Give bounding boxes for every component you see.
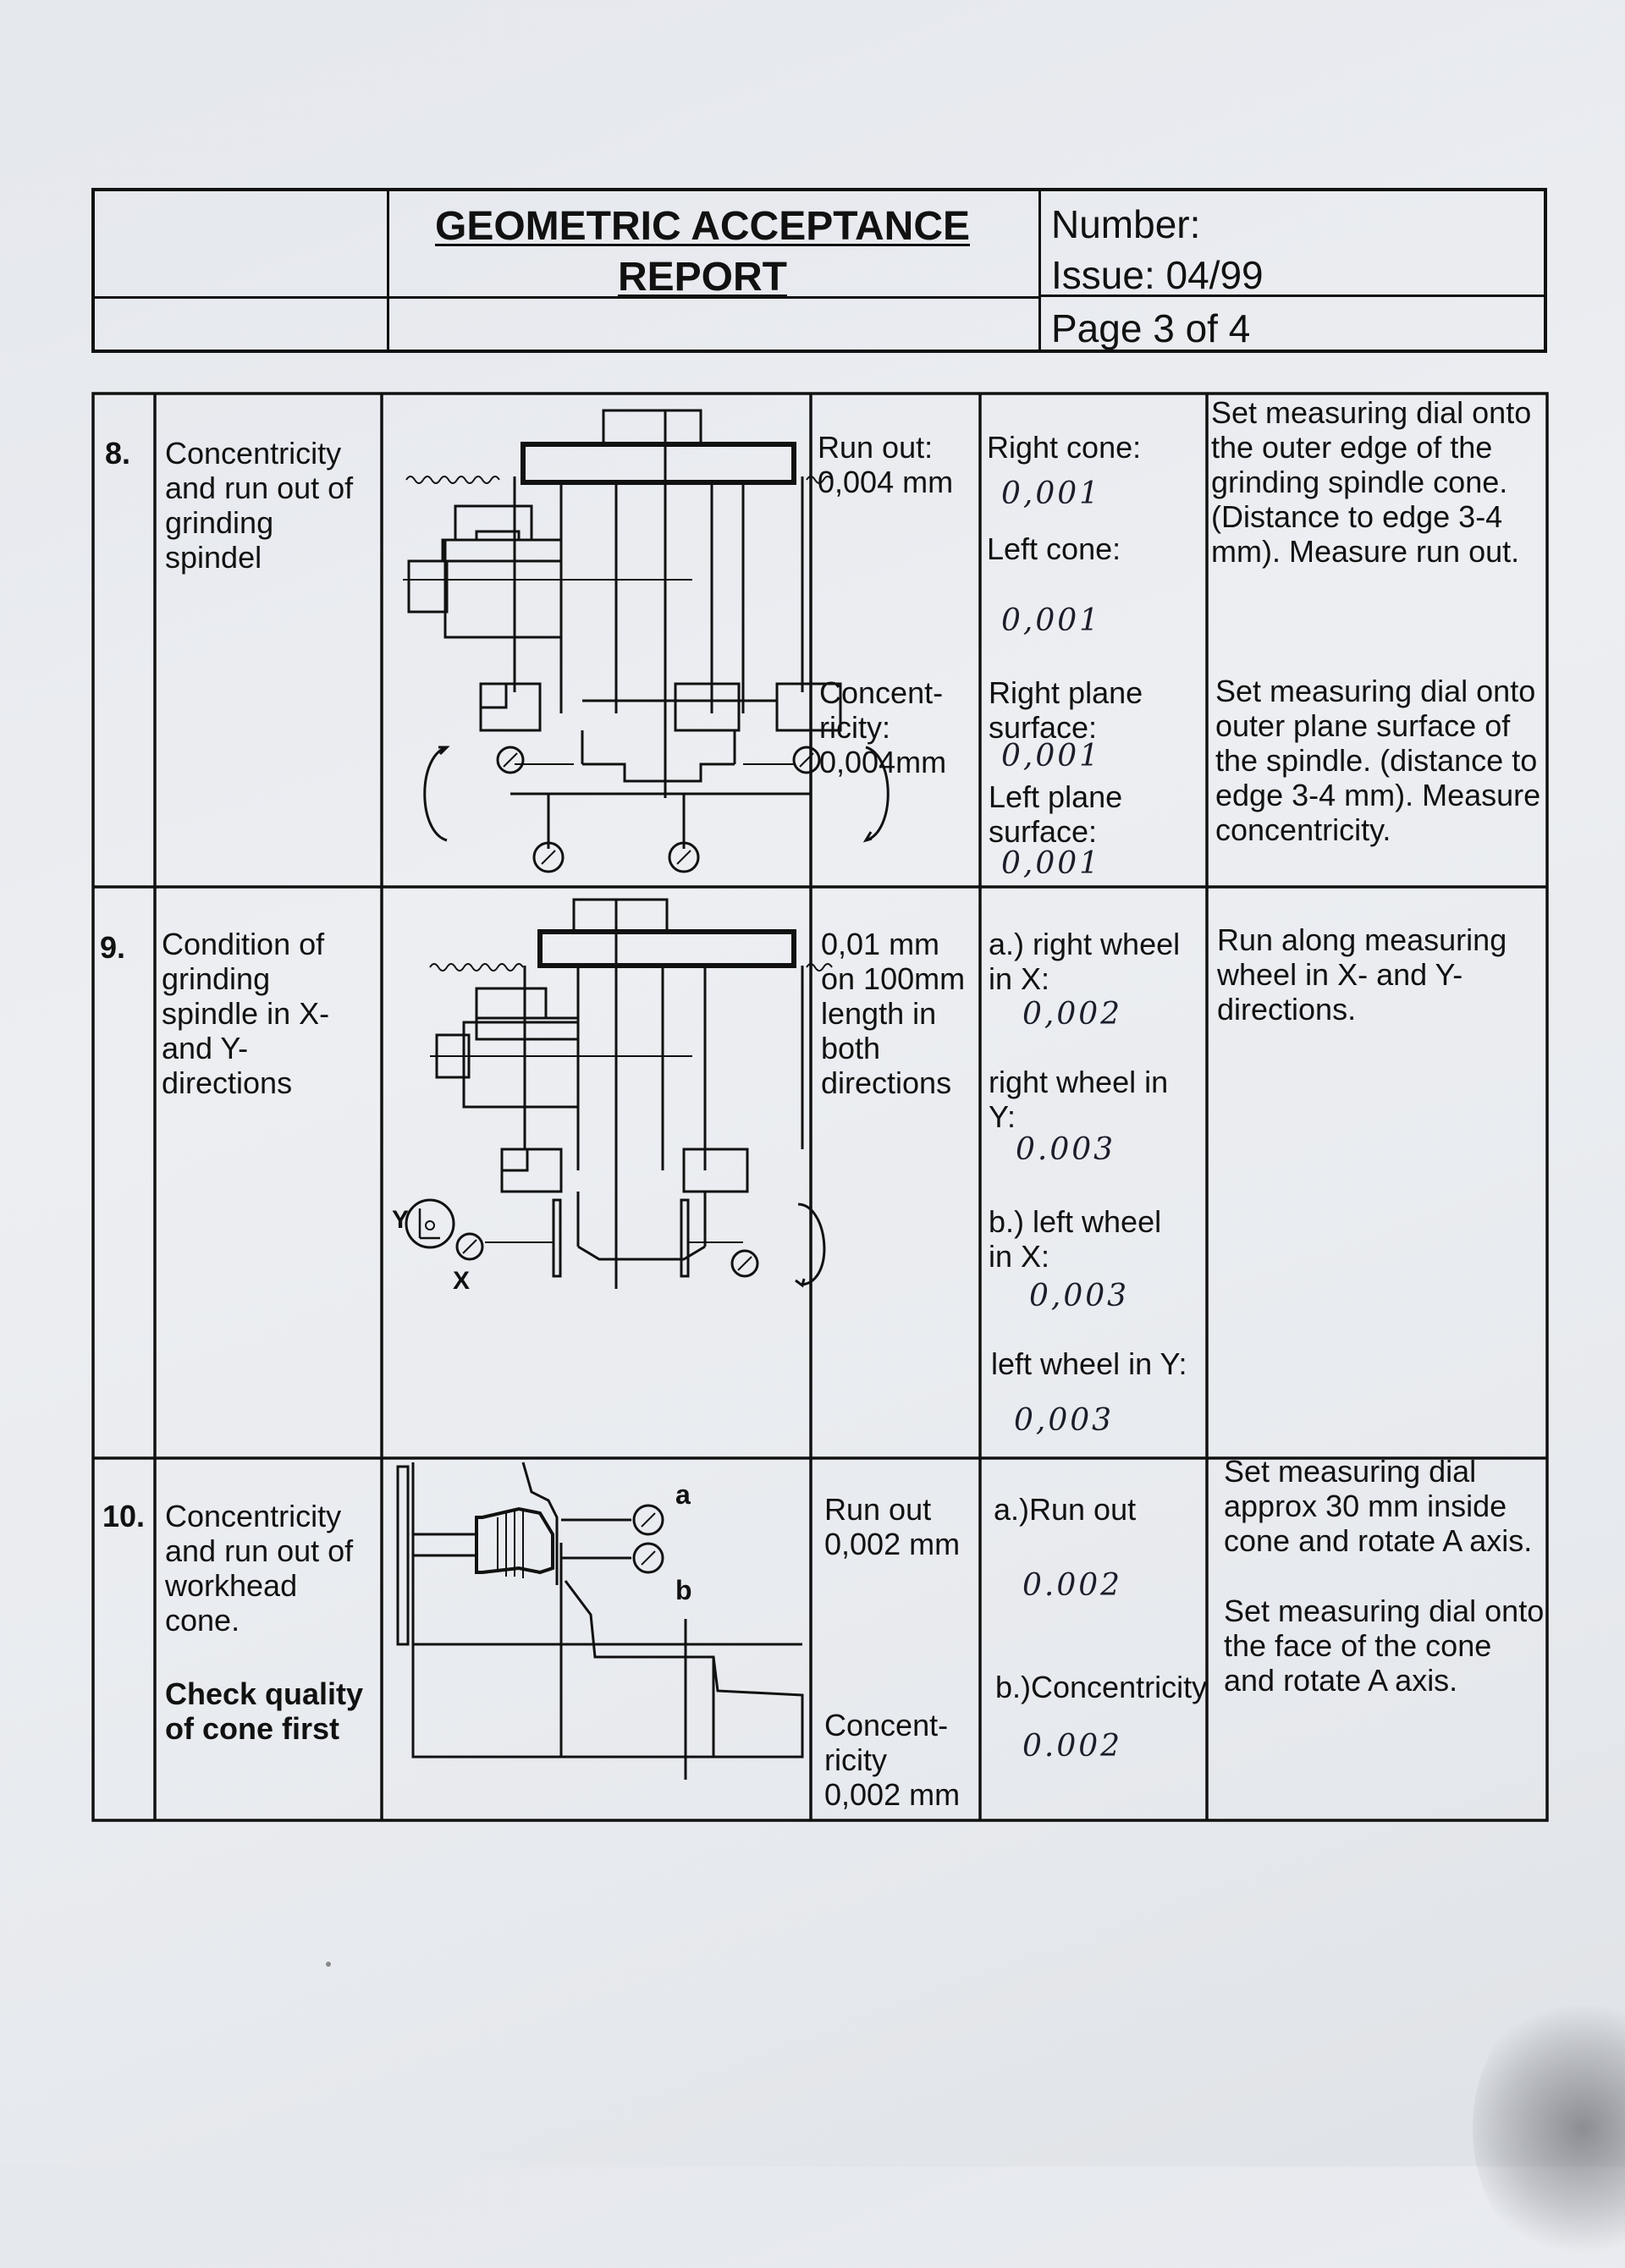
row9-axis-x-label: X bbox=[453, 1267, 471, 1295]
row9-item: Condition of grinding spindle in X- and Y- directions bbox=[162, 927, 330, 1100]
header-divider bbox=[1038, 191, 1041, 350]
acceptance-table bbox=[91, 392, 1568, 1824]
row10-point-a-label: a bbox=[675, 1479, 691, 1510]
row10-meas-label-runout: a.)Run out bbox=[994, 1492, 1137, 1527]
spindle-drawing-row9 bbox=[406, 900, 832, 1289]
document-title: GEOMETRIC ACCEPTANCE REPORT bbox=[434, 204, 970, 300]
row9-tolerance: 0,01 mm on 100mm length in both directions bbox=[821, 927, 966, 1100]
row10-tolerance-runout: Run out 0,002 mm bbox=[824, 1492, 961, 1561]
row10-item-note: Check quality of cone first bbox=[165, 1676, 364, 1746]
row8-number: 8. bbox=[105, 436, 131, 471]
row9-meas-label-left-x: b.) left wheel in X: bbox=[989, 1204, 1162, 1274]
row8-meas-value-right-plane: 0,001 bbox=[1001, 739, 1102, 773]
row9-meas-value-right-x: 0,002 bbox=[1022, 997, 1123, 1032]
row8-method-concentricity: Set measuring dial onto outer plane surface of the spindle. (distance to edge 3-4 mm). Measure concentricity. bbox=[1215, 674, 1541, 847]
row8-meas-value-left-cone: 0,001 bbox=[1001, 603, 1102, 638]
row9-meas-value-left-x: 0,003 bbox=[1029, 1279, 1130, 1313]
row10-item: Concentricity and run out of workhead cone. bbox=[165, 1499, 354, 1638]
paper-speck bbox=[326, 1962, 331, 1967]
row10-tolerance-concentricity: Concent-ricity 0,002 mm bbox=[824, 1708, 961, 1812]
workhead-drawing-row10 bbox=[398, 1462, 802, 1780]
row10-meas-value-concentricity: 0.002 bbox=[1022, 1729, 1123, 1764]
row9-axis-y-label: Y bbox=[392, 1206, 410, 1234]
row10-meas-value-runout: 0.002 bbox=[1022, 1568, 1123, 1603]
page-number: Page 3 of 4 bbox=[1051, 306, 1251, 350]
row9-meas-label-right-y: right wheel in Y: bbox=[989, 1065, 1169, 1134]
row10-number: 10. bbox=[102, 1499, 146, 1533]
row8-meas-value-right-cone: 0,001 bbox=[1001, 476, 1102, 511]
row9-meas-label-right-x: a.) right wheel in X: bbox=[989, 927, 1181, 996]
row10-point-b-label: b bbox=[675, 1575, 692, 1605]
row9-meas-value-left-y: 0,003 bbox=[1014, 1403, 1115, 1438]
row8-item: Concentricity and run out of grinding spindel bbox=[165, 436, 354, 575]
row8-tolerance-concentricity: Concent-ricity: 0,004mm bbox=[819, 675, 947, 779]
row10-meas-label-concentricity: b.)Concentricity bbox=[995, 1670, 1208, 1704]
row8-method-runout: Set measuring dial onto the outer edge of the grinding spindle cone. (Distance to edge 3-4 mm). Measure run out. bbox=[1211, 395, 1532, 569]
photo-shadow bbox=[1473, 1989, 1625, 2268]
row9-number: 9. bbox=[100, 930, 126, 965]
row9-meas-value-right-y: 0.003 bbox=[1016, 1132, 1116, 1167]
row8-meas-label-right-plane: Right plane surface: bbox=[989, 675, 1143, 745]
spindle-drawing-row8 bbox=[403, 410, 888, 872]
row8-meas-label-left-cone: Left cone: bbox=[987, 531, 1121, 566]
document-number: Number: bbox=[1051, 202, 1201, 246]
row8-meas-label-right-cone: Right cone: bbox=[987, 430, 1142, 465]
report-header bbox=[91, 188, 1547, 353]
row8-tolerance-runout: Run out: 0,004 mm bbox=[818, 430, 954, 499]
row9-meas-label-left-y: left wheel in Y: bbox=[991, 1346, 1187, 1381]
row9-method: Run along measuring wheel in X- and Y- directions. bbox=[1217, 922, 1507, 1027]
row10-method-runout: Set measuring dial approx 30 mm inside cone and rotate A axis. bbox=[1224, 1454, 1533, 1558]
row8-meas-value-left-plane: 0,001 bbox=[1001, 846, 1102, 881]
row8-meas-label-left-plane: Left plane surface: bbox=[989, 779, 1123, 849]
row10-method-concentricity: Set measuring dial onto the face of the cone and rotate A axis. bbox=[1224, 1594, 1545, 1698]
document-issue: Issue: 04/99 bbox=[1051, 253, 1264, 297]
